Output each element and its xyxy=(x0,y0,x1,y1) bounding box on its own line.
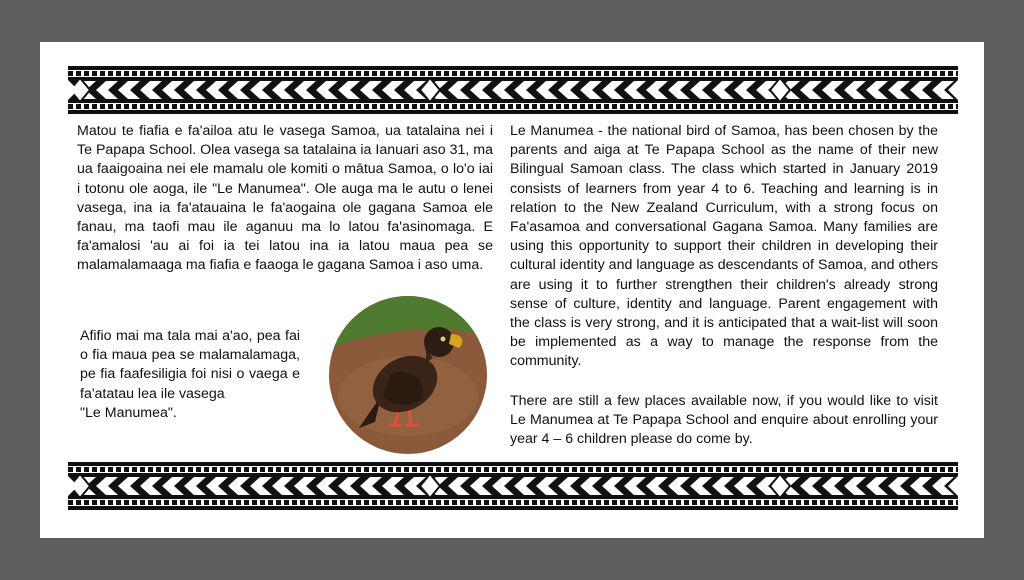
bottom-pattern-border xyxy=(68,462,958,510)
samoan-invitation-paragraph xyxy=(80,327,300,423)
samoan-intro-paragraph: Matou te fiafia e fa'ailoa atu le vasega Samoa, ua tatalaina nei i Te Papapa School. Olea vasega sa tatalaina ia Ianuari aso 31, ma ua faaigoaina nei ele mamalu ole komiti o mātua Samoa, o lo'o iai i totonu ole aoga, ile "Le Manumea". Ole auga ma le autu o lenei vasega, ina ia fa'atauaina le fa'aogaina ole gagana Samoa ele fanau, ma taofi mau ile aganuu ma lo latou fa'asinomaga. E fa'amalosi 'au ai foi ia tei latou ina ia latou maua pea se malamalamaaga ma fiafia e faaoga le gagana Samoa i aso uma. xyxy=(77,123,493,274)
manumea-bird-illustration xyxy=(329,296,487,454)
class-name-text: "Le Manumea". xyxy=(80,404,177,421)
english-intro-paragraph: Le Manumea - the national bird of Samoa, has been chosen by the parents and aiga at Te Papapa School as the name of their new Bilingual Samoan class. The class which started in January 2019 consists of learners from year 4 to 6. Teaching and learning is in relation to the New Zealand Curriculum, with a strong focus on Fa'asamoa and conversational Gagana Samoa. Many families are using this opportunity to support their children in developing their cultural identity and language as descendants of Samoa, and others are using it to further strengthen their children's already strong sense of culture, identity and language. Parent engagement with the class is very strong, and it is anticipated that a wait-list will soon be implemented as a way to manage the response from the community. xyxy=(510,123,938,370)
page xyxy=(40,42,984,538)
english-invitation-paragraph: There are still a few places available now, if you would like to visit Le Manumea at Te Papapa School and enquire about enrolling your year 4 – 6 children please do come by. xyxy=(510,393,938,448)
invitation-text: Afifio mai ma tala mai a'ao, pea fai o fia maua pea se malamalamaga, pe fia faafesiligia foi nisi o vaega e fa'atatau lea ile vasega xyxy=(80,328,300,402)
top-pattern-border xyxy=(68,66,958,114)
